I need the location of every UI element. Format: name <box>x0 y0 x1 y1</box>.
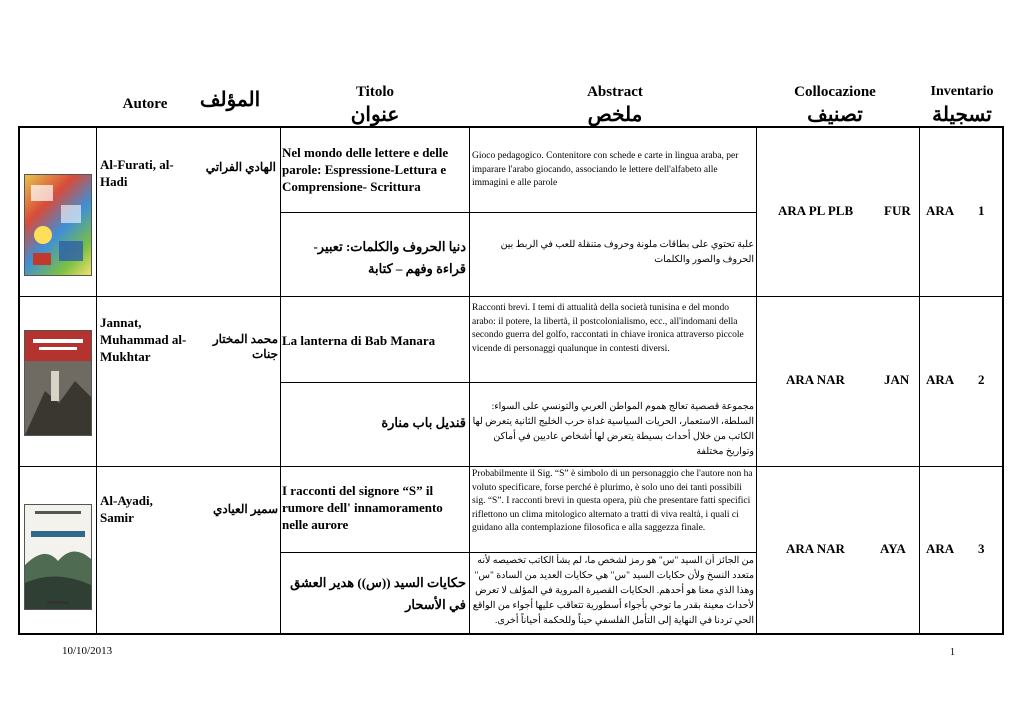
header-collocazione-ar: تصنيف <box>807 104 863 126</box>
book-cover-image <box>24 174 92 276</box>
abstract-arabic: علبة تحتوي على بطاقات ملونة وحروف متنقلة للعب في الربط بين الحروف والصور والكلمات <box>500 240 754 265</box>
cover-illustration <box>25 331 91 435</box>
header-collocazione <box>770 83 900 127</box>
inventory-number: 2 <box>978 372 985 387</box>
author-name: Al-Ayadi, Samir <box>100 493 153 525</box>
col-divider-author <box>280 126 281 635</box>
header-abstract-label: Abstract <box>587 84 643 100</box>
abstract-italian: Gioco pedagogico. Contenitore con schede e carte in lingua araba, per imparare l'arabo giocando, associando le lettere dell'alfabeto alle immagini e alle parole <box>472 151 739 188</box>
book-cover-image <box>24 330 92 436</box>
inventory-prefix: ARA <box>926 541 955 556</box>
header-abstract <box>555 83 675 127</box>
abstract-arabic: من الجائز أن السيد "س" هو رمز لشخص ما، لم يشأ الكاتب تخصيصه لأنه متعدد النسخ ولأن حكايات السيد "س" هي حكايات العديد من السادة "س" وهذا الذي معنا هو أحدهم. الحكايات القصيرة المروية في المؤلف لا تعرض لأحداث معينة بقدر ما توحي بأجواء أسطورية تتعاقب عليها أجواء من الواقع الحي تردنا في النهاية إلى التأمل الفلسفي حيناً وللحكمة أحياناً أخرى. <box>472 556 754 626</box>
call-number-code: AYA <box>880 541 906 556</box>
inventory-number: 3 <box>978 541 985 556</box>
header-abstract-ar: ملخص <box>587 104 643 126</box>
author-name-ar: سمير العيادي <box>212 502 278 516</box>
header-titolo-ar: عنوان <box>350 104 400 126</box>
table-border-bottom <box>18 633 1004 635</box>
call-number-code: JAN <box>884 372 910 387</box>
abstract-arabic: مجموعة قصصية تعالج هموم المواطن العربي والتونسي على السواء: السلطة، الاستعمار، الحريات السياسية غداة حرب الخليج الثانية يتعرض لها الكاتب من خلال أحداث بسيطة يتعرض لها أشخاص عاديين في أماكن وتواريخ مختلفة <box>472 402 754 457</box>
row-divider-1 <box>18 296 1004 297</box>
book-cover-image <box>24 504 92 610</box>
catalog-table <box>18 126 1004 635</box>
title-italian: La lanterna di Bab Manara <box>282 333 436 348</box>
col-divider-collocazione <box>919 126 920 635</box>
title-arabic: حكايات السيد ((س)) هدير العشق في الأسحار <box>290 575 466 612</box>
abstract-italian: Probabilmente il Sig. “S” è simbolo di un personaggio che l'autore non ha voluto specificare, forse perché è plurimo, è solo uno dei tanti possibili sig. “S”. I racconti brevi in questa opera, più che presentare fatti specifici riflettono un clima mitologico alternato a tratti di viva realtà, i quali ci guidano alla contemplazione filosofica e alla saggezza finale. <box>472 469 753 533</box>
subrow-divider-1 <box>280 212 756 213</box>
subrow-divider-3 <box>280 552 756 553</box>
author-name: Al-Furati, al-Hadi <box>100 157 174 189</box>
header-inventario-label: Inventario <box>930 84 994 99</box>
header-autore-ar: المؤلف <box>199 89 261 111</box>
table-border-right <box>1002 126 1004 635</box>
col-divider-cover <box>96 126 97 635</box>
author-name-ar: محمد المختار جنات <box>212 332 278 361</box>
call-number-class: ARA PL PLB <box>778 203 854 218</box>
cover-illustration <box>25 505 91 609</box>
header-inventario <box>918 83 1006 127</box>
inventory-number: 1 <box>978 203 985 218</box>
cover-illustration <box>25 175 91 275</box>
subrow-divider-2 <box>280 382 756 383</box>
table-border-left <box>18 126 20 635</box>
footer-date: 10/10/2013 <box>62 645 113 657</box>
row-divider-2 <box>18 466 1004 467</box>
inventory-prefix: ARA <box>926 372 955 387</box>
title-italian: Nel mondo delle lettere e delle parole: Espressione-Lettura e Comprensione- Scrittura <box>282 145 449 194</box>
inventory-prefix: ARA <box>926 203 955 218</box>
table-border-top <box>18 126 1004 128</box>
title-arabic: قنديل باب منارة <box>381 415 466 430</box>
header-titolo-label: Titolo <box>355 84 395 100</box>
abstract-italian: Racconti brevi. I temi di attualità della società tunisina e del mondo arabo: il potere, la libertà, il postcolonialismo, ecc., all'indomani della secondo guerra del golfo, raccontati in chiave ironica attraverso piccole vicende di personaggi qualunque in contesti diversi. <box>472 303 744 354</box>
header-collocazione-label: Collocazione <box>794 84 876 100</box>
call-number-class: ARA NAR <box>786 541 845 556</box>
col-divider-abstract <box>756 126 757 635</box>
header-inventario-ar: تسجيلة <box>932 104 992 126</box>
header-titolo <box>320 83 430 127</box>
header-autore: Autore <box>122 96 168 112</box>
call-number-class: ARA NAR <box>786 372 845 387</box>
footer-page-number: 1 <box>950 647 955 658</box>
title-arabic: دنيا الحروف والكلمات: تعبير- قراءة وفهم – كتابة <box>313 239 466 276</box>
author-name: Jannat, Muhammad al-Mukhtar <box>100 315 187 364</box>
col-divider-title <box>469 126 470 635</box>
call-number-code: FUR <box>884 203 911 218</box>
author-name-ar: الهادي الفراتي <box>205 160 276 174</box>
title-italian: I racconti del signore “S” il rumore dell' innamoramento nelle aurore <box>282 483 443 532</box>
